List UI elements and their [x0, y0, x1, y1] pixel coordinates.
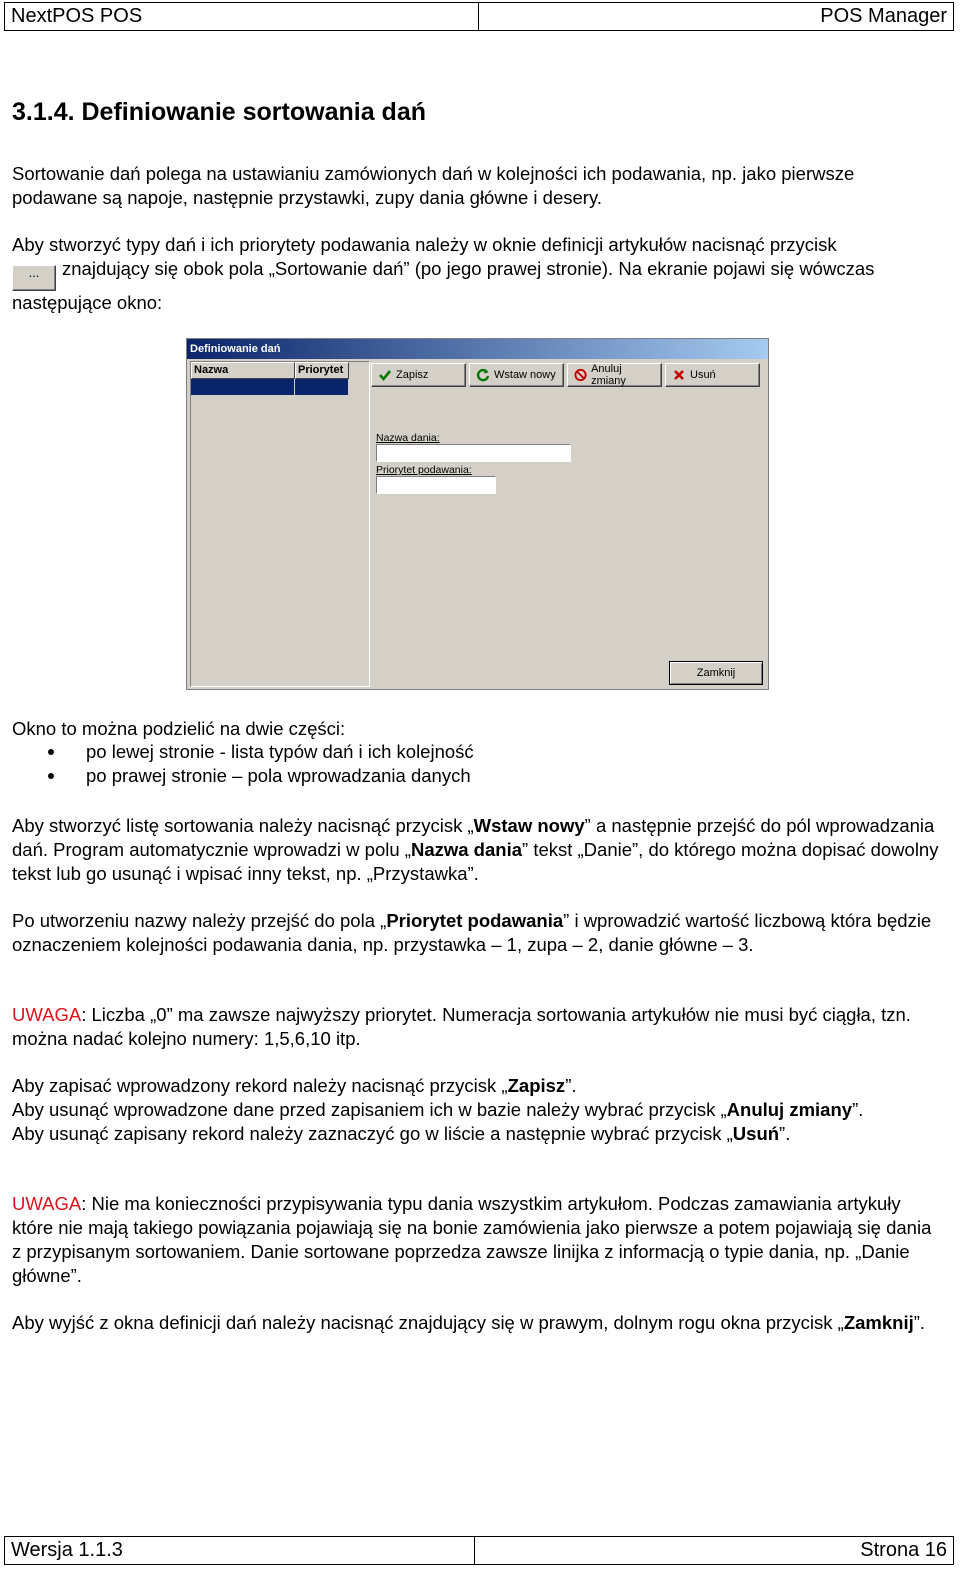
priority-input[interactable] — [376, 476, 496, 494]
warning-assignment-paragraph: UWAGA: Nie ma konieczności przypisywania typu dania wszystkim artykułom. Podczas zamawiania artykuły które nie mają takiego powiązania pojawiają się na bonie zamówienia jako pierwsze a potem pojawiają się dania z przypisanym sortowaniem. Danie sortowane poprzedza zawsze linijka z informacją o typie dania, np. „Danie główne”. — [12, 1193, 932, 1286]
header-right: POS Manager — [820, 5, 947, 27]
ellipsis-button[interactable]: ... — [12, 265, 56, 291]
dialog-toolbar — [371, 363, 760, 387]
checkmark-icon — [378, 368, 392, 382]
insert-new-label: Wstaw nowy — [494, 369, 556, 381]
close-paragraph: Aby wyjść z okna definicji dań należy nacisnąć znajdujący się w prawym, dolnym rogu okna przycisk „Zamknij”. — [12, 1312, 926, 1333]
warning-label: UWAGA — [12, 1004, 82, 1025]
save-delete-paragraph: Aby zapisać wprowadzony rekord należy nacisnąć przycisk „Zapisz”. Aby usunąć wprowadzone dane przed zapisaniem ich w bazie należy wybrać przycisk „Anuluj zmiany”. Aby usunąć zapisany rekord należy zaznaczyć go w liście a następnie wybrać przycisk „Usuń”. — [12, 1075, 864, 1144]
delete-label: Usuń — [690, 369, 716, 381]
priority-label: Priorytet podawania: — [376, 464, 472, 476]
header-left: NextPOS POS — [5, 3, 479, 30]
close-button[interactable]: Zamknij — [669, 661, 763, 685]
cancel-icon — [574, 368, 587, 382]
page-footer — [4, 1536, 954, 1565]
close-icon — [672, 368, 686, 382]
warning-priority-paragraph: UWAGA: Liczba „0” ma zawsze najwyższy priorytet. Numeracja sortowania artykułów nie musi być ciągła, tzn. można nadać kolejno numery: 1,5,6,10 itp. — [12, 1004, 911, 1049]
save-button[interactable] — [371, 363, 466, 387]
priority-paragraph: Po utworzeniu nazwy należy przejść do pola „Priorytet podawania” i wprowadzić wartość liczbową która będzie oznaczeniem kolejności podawania dania, np. przystawka – 1, zupa – 2, danie główne – 3. — [12, 910, 932, 955]
instruction-text-a: Aby stworzyć typy dań i ich priorytety podawania należy w oknie definicji artykułów nacisnąć przycisk — [12, 234, 837, 255]
intro-paragraph: Sortowanie dań polega na ustawianiu zamówionych dań w kolejności ich podawania, np. jako pierwsze podawane są napoje, następnie przystawki, zupy dania główne i desery. — [12, 163, 855, 208]
bullet-right: po prawej stronie – pola wprowadzania danych — [86, 765, 471, 786]
section-heading: 3.1.4. Definiowanie sortowania dań — [12, 98, 426, 126]
create-list-paragraph: Aby stworzyć listę sortowania należy nacisnąć przycisk „Wstaw nowy” a następnie przejść do pól wprowadzania dań. Program automatycznie wprowadzi w polu „Nazwa dania” tekst „Danie”, do którego można dopisać dowolny tekst lub go usunąć i wpisać inny tekst, np. „Przystawka”. — [12, 815, 939, 884]
cancel-changes-button[interactable] — [567, 363, 662, 387]
instruction-paragraph — [12, 233, 942, 315]
bullet-left: po lewej stronie - lista typów dań i ich kolejność — [86, 741, 474, 762]
footer-page: Strona 16 — [860, 1539, 947, 1561]
split-list — [12, 740, 474, 788]
dialog-title: Definiowanie dań — [187, 339, 768, 359]
list-item — [12, 764, 474, 788]
column-header-priority[interactable]: Priorytet — [295, 362, 349, 379]
footer-version: Wersja 1.1.3 — [5, 1537, 475, 1564]
insert-new-button[interactable] — [469, 363, 564, 387]
dish-name-label: Nazwa dania: — [376, 432, 440, 444]
cancel-changes-label: Anuluj zmiany — [591, 363, 626, 387]
warning-label: UWAGA — [12, 1193, 82, 1214]
delete-button[interactable] — [665, 363, 760, 387]
save-label: Zapisz — [396, 369, 429, 381]
refresh-icon — [476, 368, 490, 382]
page-header — [4, 2, 954, 31]
list-item — [12, 740, 474, 764]
dish-type-list[interactable] — [190, 361, 370, 687]
table-row[interactable] — [191, 379, 369, 395]
instruction-text-b: znajdujący się obok pola „Sortowanie dań” (po jego prawej stronie). Na ekranie pojawi się wówczas następujące okno: — [12, 258, 875, 313]
dish-definition-dialog — [186, 338, 769, 690]
column-header-name[interactable]: Nazwa — [191, 362, 295, 379]
dish-name-input[interactable] — [376, 444, 571, 462]
split-intro: Okno to można podzielić na dwie części: — [12, 718, 346, 739]
